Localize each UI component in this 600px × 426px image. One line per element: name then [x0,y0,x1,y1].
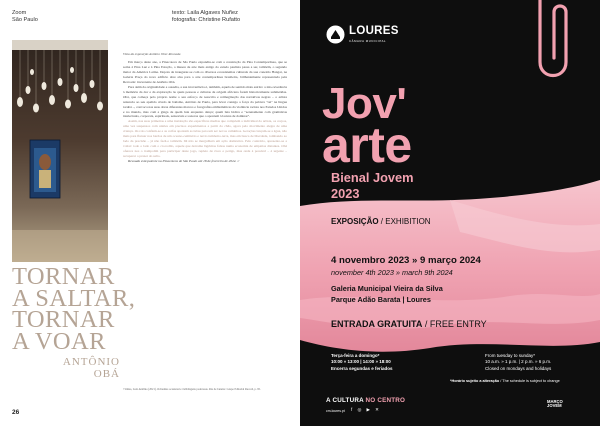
poster-subtitle: Bienal Jovem [331,170,414,185]
hours-days: Terça-feira a domingo* [331,353,380,358]
logo-subtitle: CÂMARA MUNICIPAL [349,39,387,43]
venue-name: Galeria Municipal Vieira da Silva [331,284,443,293]
footer-website: cm-loures.pt [326,409,345,413]
exhibition-label-en: / EXHIBITION [378,217,431,226]
footer-brand [326,397,405,404]
hours-days: From tuesday to sunday* [485,353,536,358]
free-entry-en: / FREE ENTRY [422,319,487,329]
dates-pt: 4 novembro 2023 » 9 março 2024 [331,255,481,266]
photo-credit: fotografia: Christine Rufatto [172,17,241,23]
free-entry-label [331,319,487,329]
hours-closed: Closed on mondays and holidays [485,365,552,371]
exhibition-label-pt: EXPOSIÇÃO [331,217,379,226]
exhibition-photo-art [12,40,108,262]
article-paragraph: Assim, nas suas primeiras e uma instalação são específicas medias que compõem a individual do artista, os corpos, uma vez suspensos com uniões em precisos experimentos a partir do chão, agora pelo movimento alegre de uma criança. Os rois confiam-se e as coifas apontam as tubas para um ser novos caminhos. Gerações lançam-se a água, não mais para flutuar nos bardos de um oceano-cemitério e navio tumbeiro-terra, mas em busca de liberdade, tombando ao lado da precisão – já não fazê-o também. Ilê não se mergulhará em ação doméstica. Pelo contrário, apresento-se a voltar: todo o lado com o crocodilo, aquele que derrama lágrimas falsas numa economia de empatias distantes. Obá oferece nos o trampolim para participar deste jogo, repleto de risco e perigo, mas onde é possível – é urgente – recuperar o prazer do salto. [123,119,287,159]
artist-last-name: OBÁ [93,368,120,380]
title-line: TORNAR [12,263,115,290]
footnote: ¹ Simas, Luiz Antônio (2021). Ocinemas ocasional e vizibilagens poderosas. Rio de Janeiro: Grupo Editorial Record, p. 95. [123,388,261,391]
photo-caption: Vista da exposição Antônio Obá: Revoada [123,52,181,56]
poster-title-arte: arte [322,117,412,173]
free-entry-pt: ENTRADA GRATUITA [331,319,423,329]
article-paragraph: Para além da originalidade e ousadia, a sua irreverência é, também, aquela de sentido mais estrito: a não-reverência à memória da dor e da exploração às quais pessoas e culturas de origem africana foram historicamente submetidas. Obá, que começa pelo próprio nome o seu esforço de reescrita e reimaginação das narrativas negras – o artista renuncia ao seu apelido criado de batismo, Antônio de Paula, para levar consigo a força da palavra "rei" na língua iorubá –, convoca nas suas obras diferentes marcos e fotografias emblemáticas da violência racista nos Estados Unidos e no mundo, mas com a ginga de quem luta enquanto dança; quem luta lúdica e "serenamente com gramáticas intelectuais, corporais, espirituais, sensoriais e sonoras que o apontem à lacuna de dominar". [123,84,287,119]
hours-times: 10 a.m. » 1 p.m. | 2 p.m. » 6 p.m. [485,359,552,365]
poster-title-jov: Jov' [322,79,407,128]
credits-header [172,10,240,24]
article-paragraph: Em março deste ano, a Pinacoteca de São Paulo expandiu-se com a construção da Pina Contemporânea, que se soma à Pina Luz e à Pina Estação, o museu de arte mais antigo do estado paulista passa a ser, também, o segundo maior da América Latina. Depois de inaugurar-se com os diversos ecossistemas culturais da sua conexão Hangar, na Galeria Praça do novo edifício abre alas para a arte contemporânea brasileira, brilhantemente representada pela Revoada: irreverente de Antônio Obá. [123,60,287,84]
marco-jovem-logo [547,400,563,409]
hours-times: 10:00 » 13:00 | 14:00 » 18:00 [331,359,391,365]
opening-hours-pt [331,353,393,372]
poster-page [300,0,600,426]
footer-brand-b: NO CENTRO [363,397,406,404]
logo-name: LOURES [349,25,399,37]
article-body [123,60,287,378]
footer-brand-a: A CULTURA [326,397,364,404]
social-icons: f ◎ ▶ ✕ [351,407,381,412]
exhibition-photo [12,40,108,262]
text-credit: texto: Laila Algaves Nuñez [172,10,238,16]
title-line: A VOAR [12,327,106,355]
section-header [12,10,38,24]
artist-first-name: ANTÔNIO [62,356,120,368]
hours-closed: Encerra segundas e feriados [331,365,393,371]
artist-name [44,356,120,380]
venue-location: Parque Adão Barata | Loures [331,295,431,304]
page-number: 26 [12,409,20,416]
section-city: São Paulo [12,17,38,23]
schedule-note [450,379,560,383]
article-title [12,263,136,355]
marco-line: MARÇO [547,399,563,404]
title-line: A SALTAR, [12,284,136,312]
schedule-note-en: / The schedule is subject to change [499,379,560,383]
schedule-note-pt: *Horário sujeito a alteração [450,379,500,383]
article-closing: Revoada está patente na Pinacoteca de São Paulo até 18 de fevereiro de 2024. // [128,159,240,164]
loures-emblem-icon [326,25,345,44]
poster-year: 2023 [331,186,360,201]
jovem-line: JOVEM [547,403,562,409]
exhibition-label [331,217,431,226]
dates-en: november 4th 2023 » march 9th 2024 [331,268,453,277]
section-name: Zoom [12,10,27,16]
opening-hours-en [485,353,551,372]
title-line: TORNAR [12,306,115,333]
paperclip-icon [522,0,582,100]
